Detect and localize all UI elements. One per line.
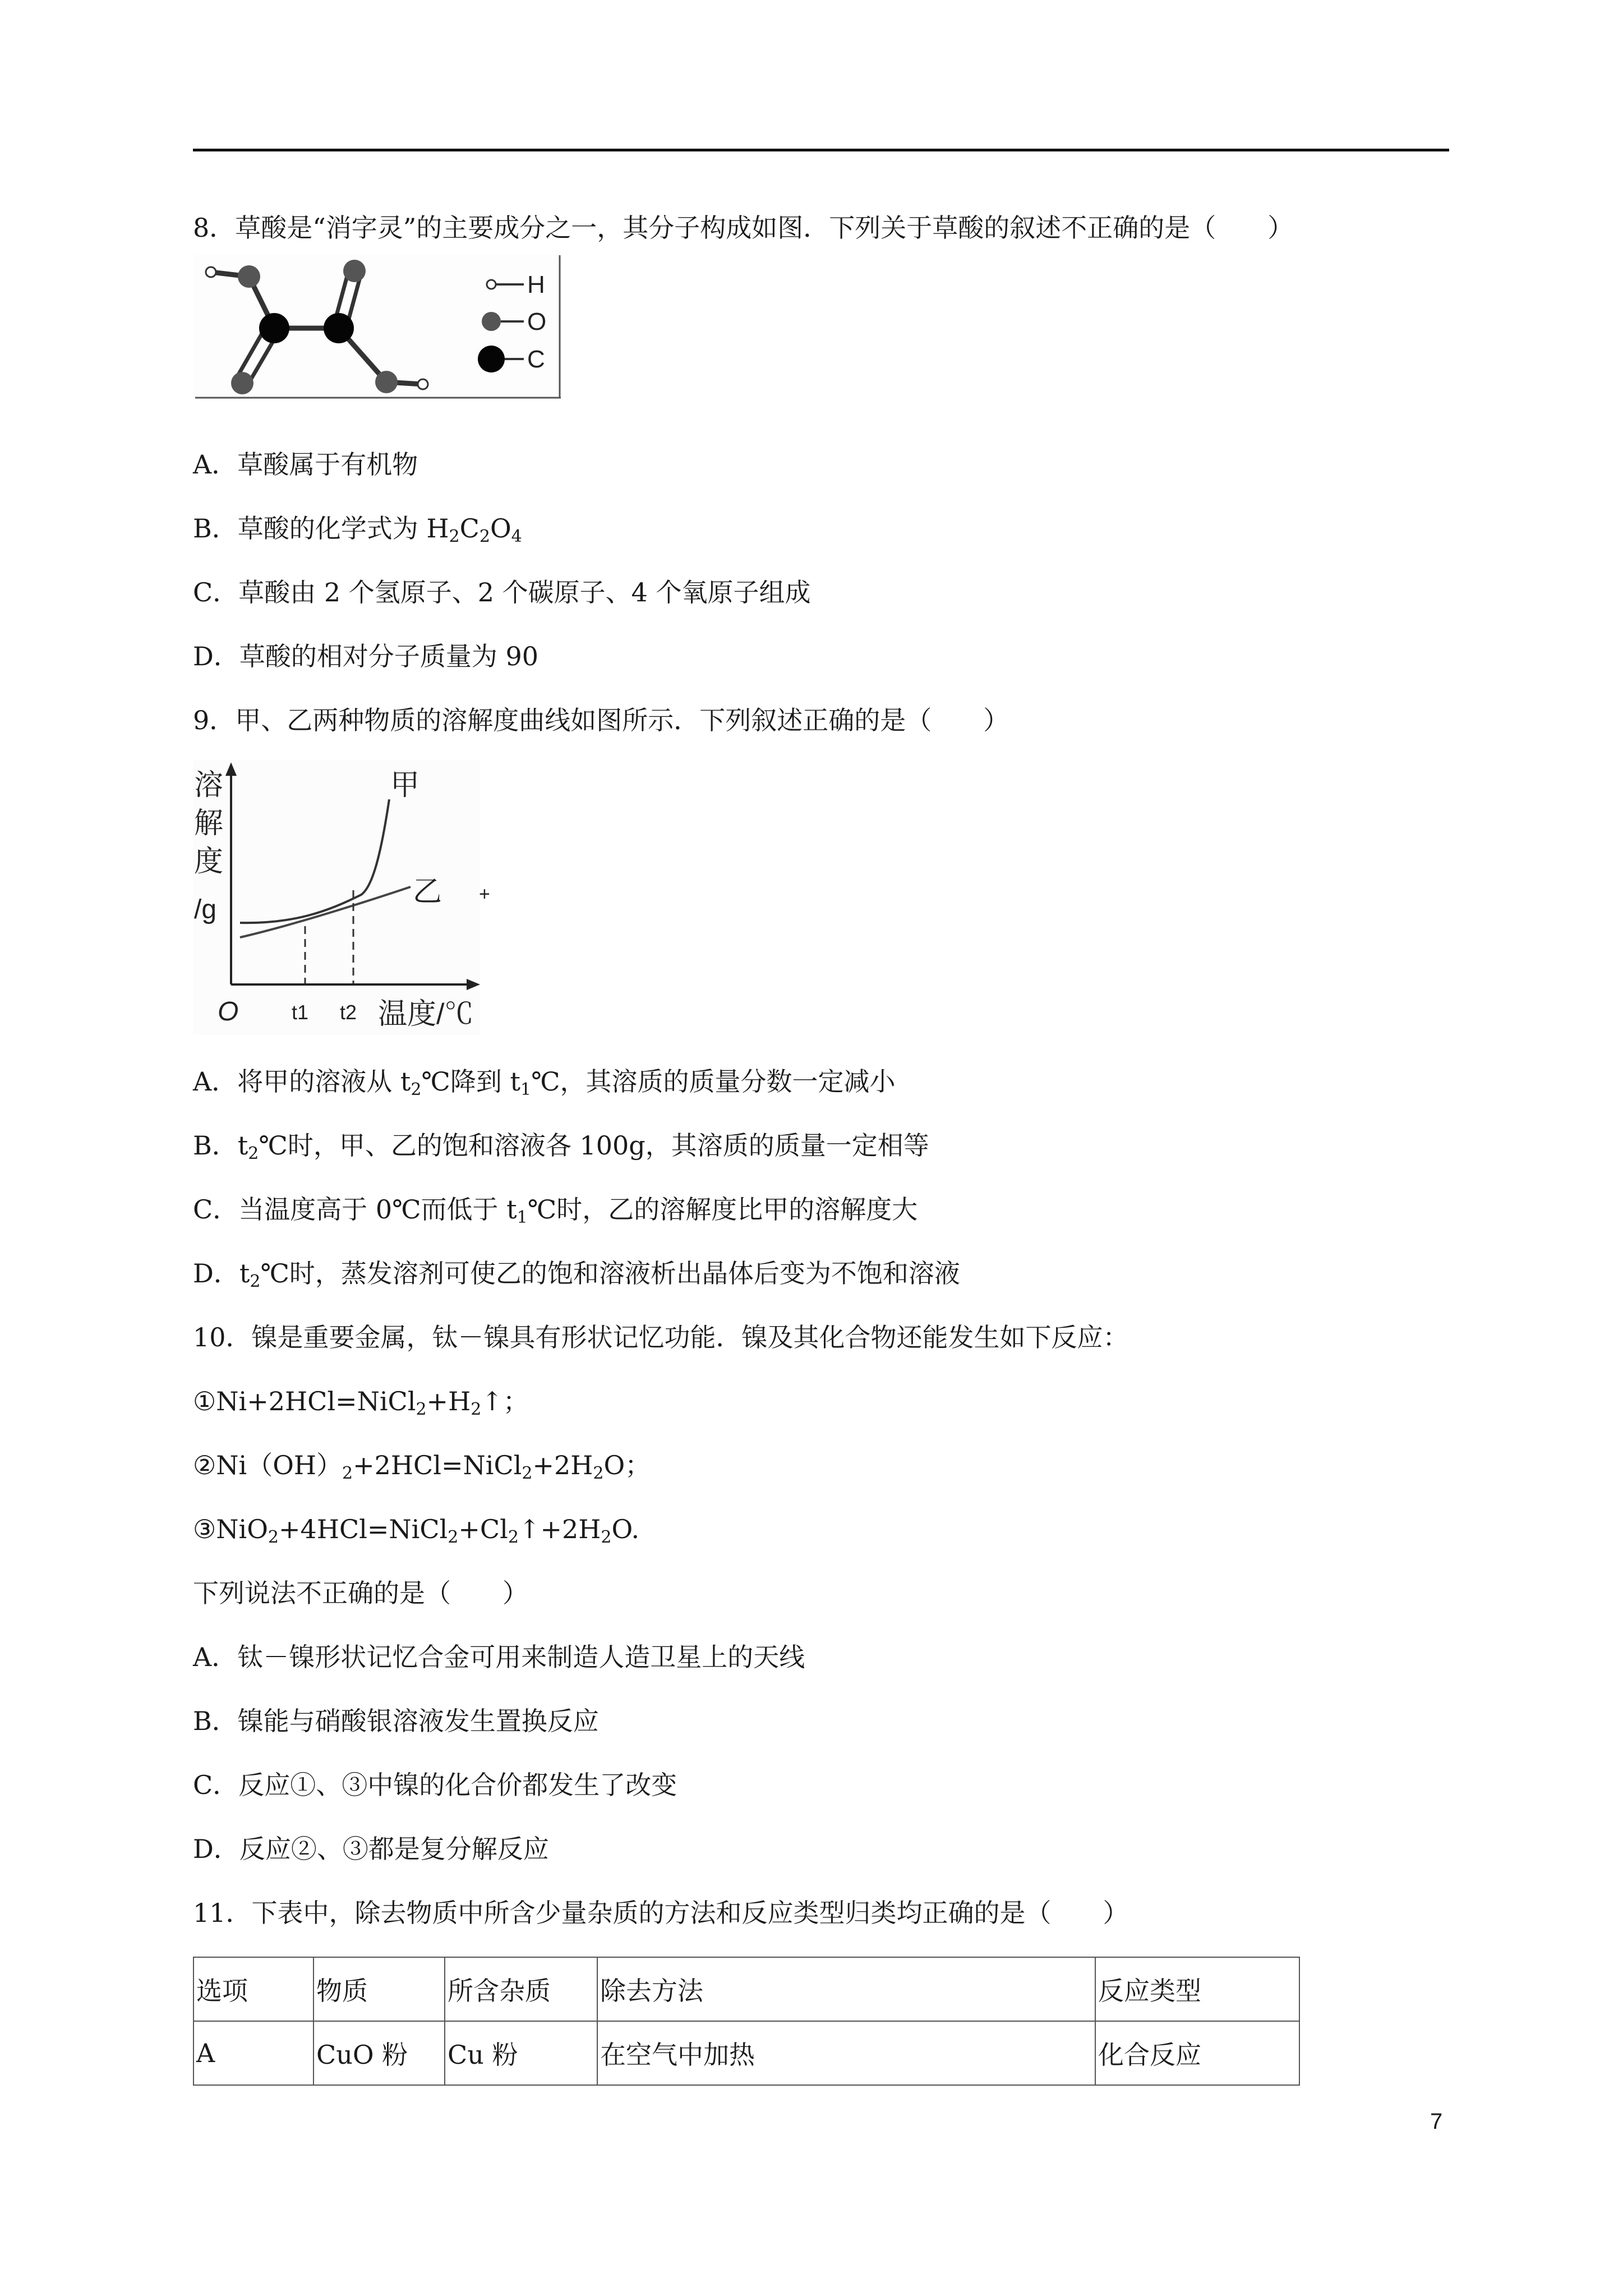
q8-option-b: B．草酸的化学式为 $H_2C_2O_4$ [193, 513, 522, 546]
curve-yi-label: 乙 [413, 876, 442, 908]
q10-question: 下列说法不正确的是（ ） [193, 1578, 528, 1608]
page-number: 7 [1430, 2109, 1443, 2134]
q9-option-a: A．将甲的溶液从 $t_2℃$降到 $t_1℃$，其溶质的质量分数一定减小 [193, 1066, 896, 1099]
x-axis-label: 温度/℃ [378, 998, 474, 1030]
q8-option-a: A．草酸属于有机物 [193, 449, 418, 480]
origin-label: O [218, 997, 239, 1027]
q10-stem: 10．镍是重要金属，钛－镍具有形状记忆功能．镍及其化合物还能发生如下反应： [193, 1322, 1129, 1352]
header-reaction-type: 反应类型 [1095, 1957, 1299, 2021]
y-label-3: 度 [194, 845, 224, 878]
header-option: 选项 [193, 1957, 313, 2021]
q9-stem: 9．甲、乙两种物质的溶解度曲线如图所示．下列叙述正确的是（ ） [193, 705, 1009, 735]
cell-reaction-type: 化合反应 [1095, 2021, 1299, 2085]
q8-option-d: D．草酸的相对分子质量为 90 [193, 641, 539, 671]
solubility-curve-figure [193, 760, 507, 1038]
legend-c-label: C [527, 346, 545, 373]
q10-reaction-3: $③NiO_2+4HCl=NiCl_2+Cl_2↑+2H_2O$. [193, 1514, 640, 1547]
legend-h-label: H [527, 271, 545, 298]
q10-option-d: D．反应②、③都是复分解反应 [193, 1834, 549, 1864]
impurity-removal-table [193, 1957, 1300, 2086]
cell-option: A [193, 2021, 313, 2085]
table-row [193, 2021, 1299, 2085]
cell-substance: CuO 粉 [313, 2021, 445, 2085]
header-impurity: 所含杂质 [445, 1957, 597, 2021]
t1-label: t1 [292, 1001, 309, 1024]
q9-option-b: B．$t_2℃$时，甲、乙的饱和溶液各 100g，其溶质的质量一定相等 [193, 1130, 929, 1163]
q8-stem: 8．草酸是“消字灵”的主要成分之一，其分子构成如图．下列关于草酸的叙述不正确的是（ ） [193, 213, 1294, 243]
q10-reaction-2: $②Ni(OH)_2+2HCl=NiCl_2+2H_2O$； [193, 1450, 651, 1483]
header-substance: 物质 [313, 1957, 445, 2021]
y-label-2: 解 [194, 807, 224, 840]
stray-mark: + [479, 884, 490, 905]
q10-option-a: A．钛－镍形状记忆合金可用来制造人造卫星上的天线 [193, 1642, 805, 1672]
header-method: 除去方法 [597, 1957, 1095, 2021]
q11-stem: 11．下表中，除去物质中所含少量杂质的方法和反应类型归类均正确的是（ ） [193, 1898, 1129, 1928]
q10-reaction-1: $①Ni+2HCl=NiCl_2+H_2↑$； [193, 1386, 529, 1419]
y-label-1: 溶 [194, 769, 224, 802]
q10-option-c: C．反应①、③中镍的化合价都发生了改变 [193, 1770, 677, 1800]
q8-option-c: C．草酸由 2 个氢原子、2 个碳原子、4 个氧原子组成 [193, 577, 811, 608]
oxalic-acid-molecule-figure [193, 255, 563, 401]
cell-impurity: Cu 粉 [445, 2021, 597, 2085]
q9-option-d: D．$t_2℃$时，蒸发溶剂可使乙的饱和溶液析出晶体后变为不饱和溶液 [193, 1258, 960, 1291]
table-header-row [193, 1957, 1299, 2021]
y-label-4: /g [194, 895, 217, 924]
curve-jia-label: 甲 [390, 769, 420, 802]
legend-o-label: O [527, 308, 547, 335]
t2-label: t2 [340, 1001, 357, 1024]
q9-option-c: C．当温度高于 0℃而低于 $t_1℃$时，乙的溶解度比甲的溶解度大 [193, 1194, 918, 1227]
q10-option-b: B．镍能与硝酸银溶液发生置换反应 [193, 1706, 599, 1736]
cell-method: 在空气中加热 [597, 2021, 1095, 2085]
header-rule [193, 149, 1449, 151]
